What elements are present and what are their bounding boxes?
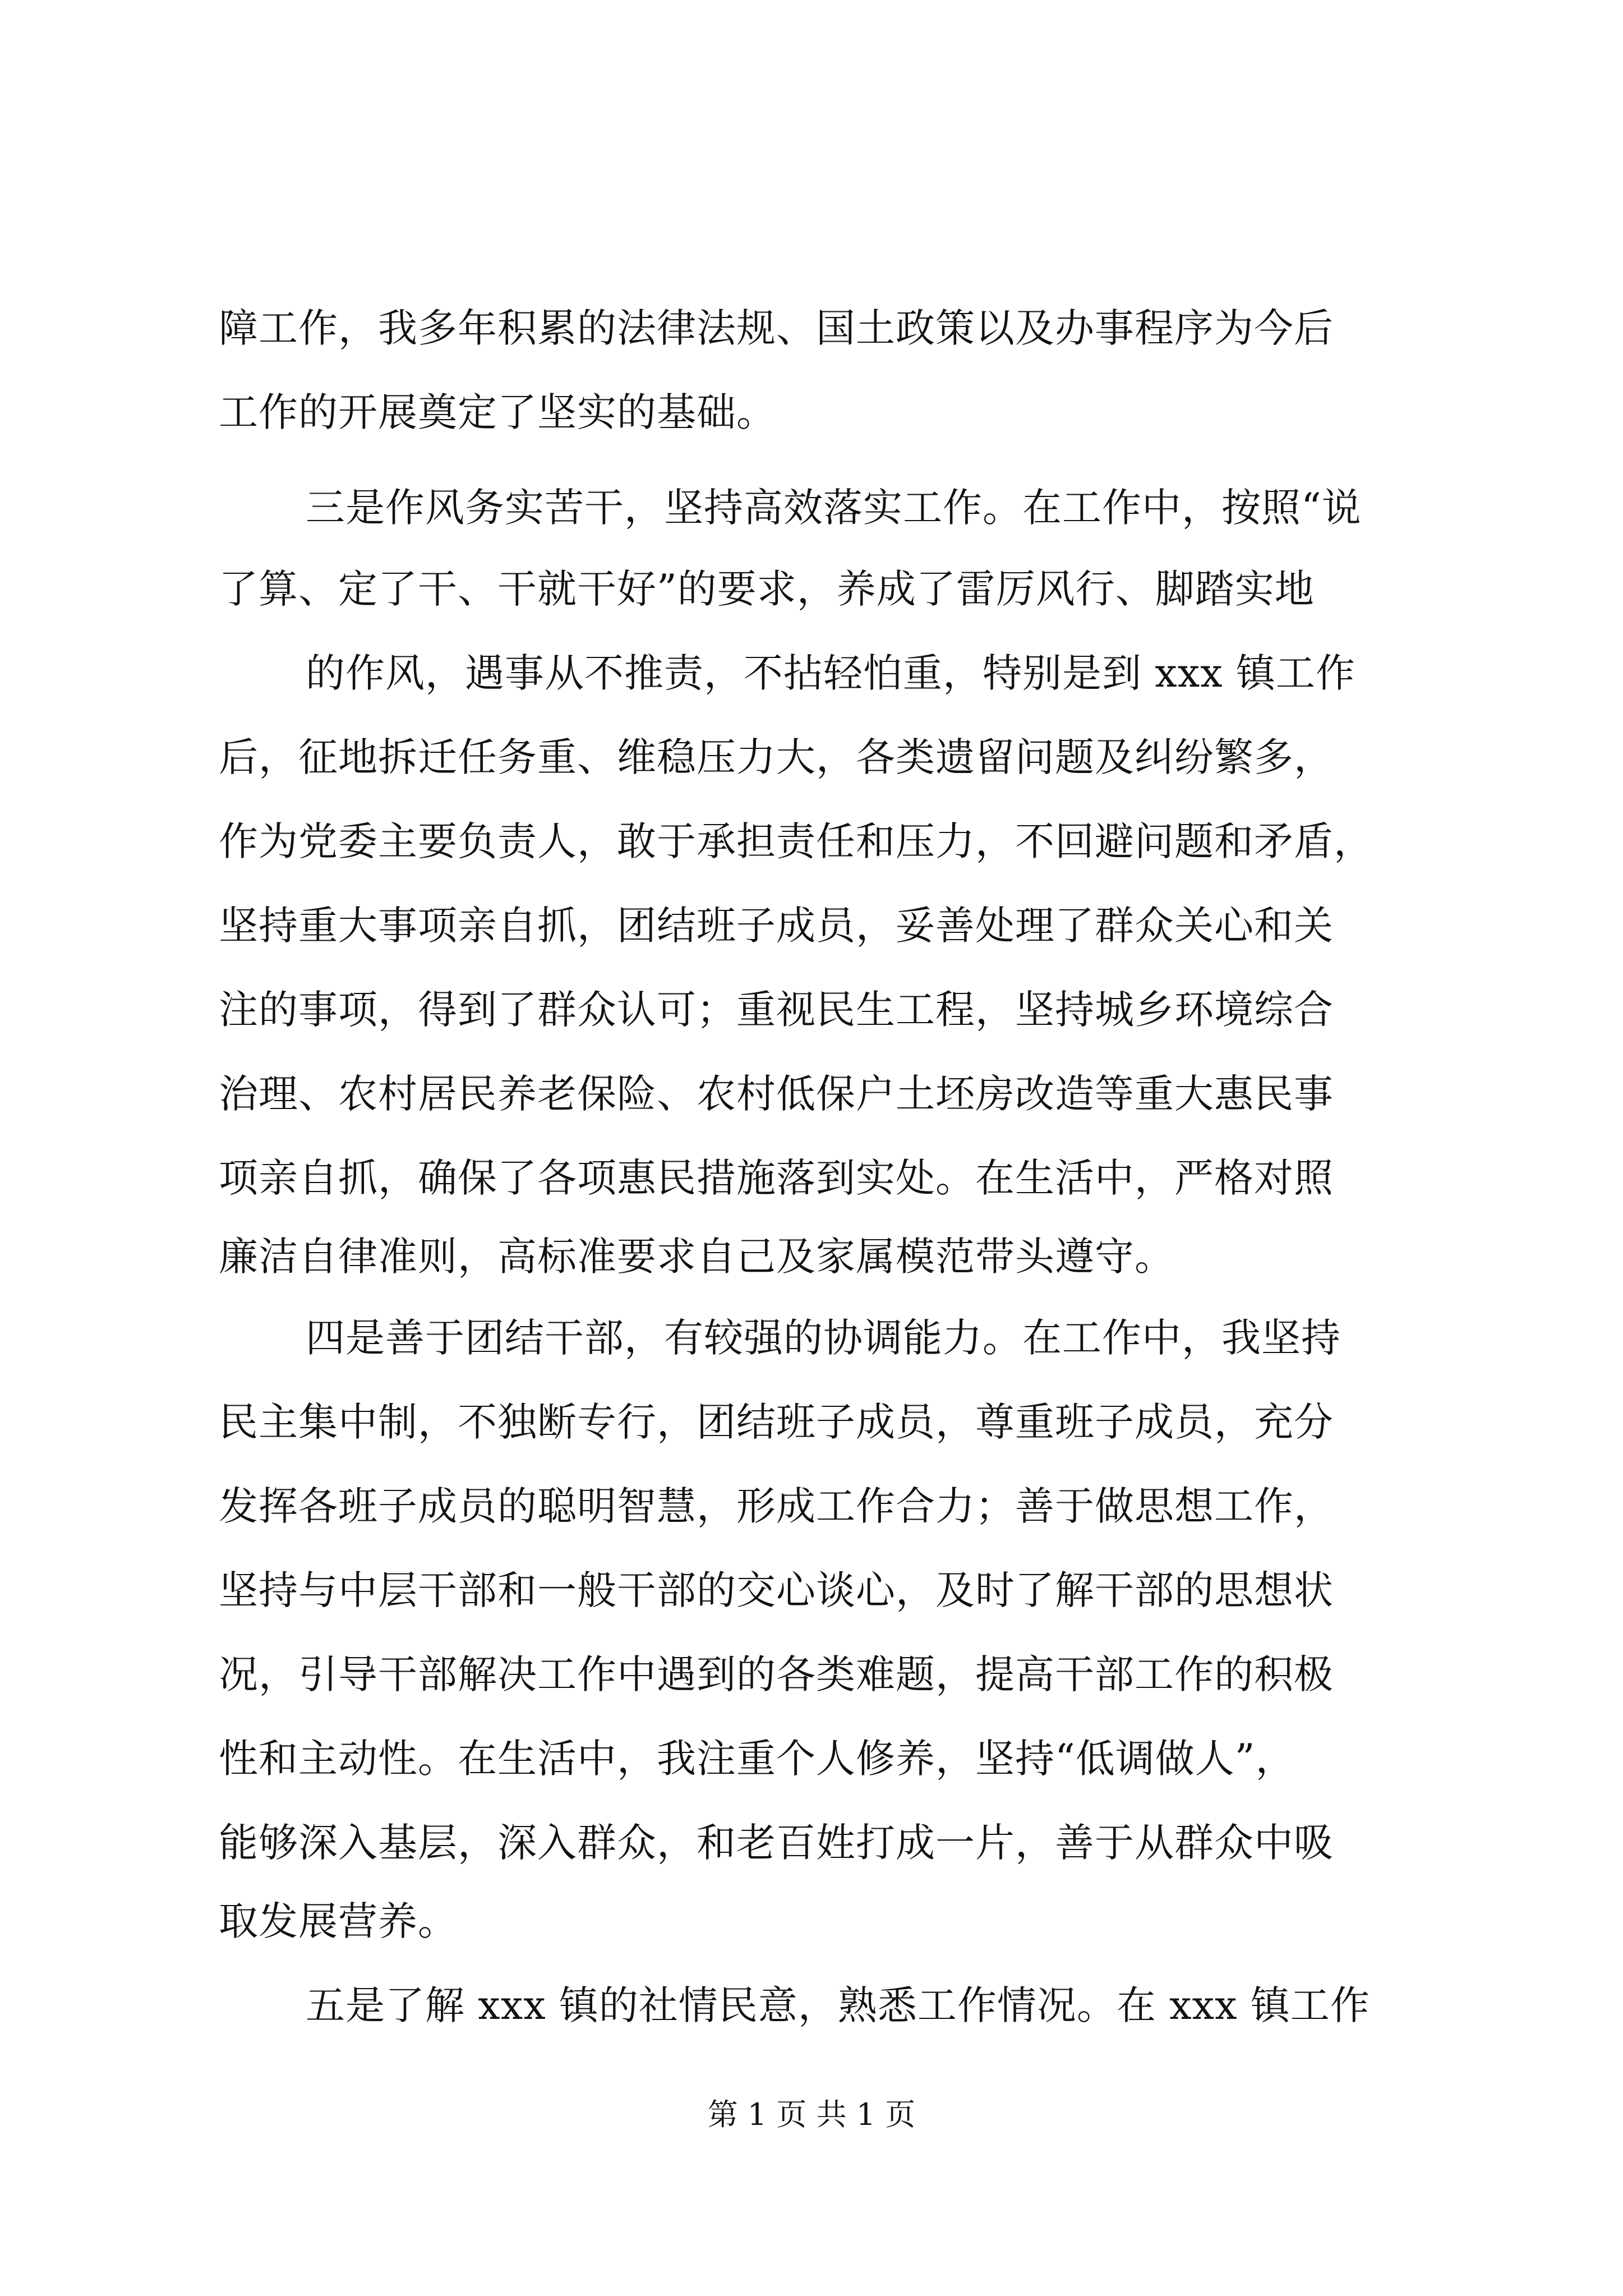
page-footer: 第 1 页 共 1 页 (707, 2097, 916, 2132)
text-line: 廉洁自律准则，高标准要求自己及家属模范带头遵守。 (219, 1234, 1174, 1280)
text-line: 民主集中制，不独断专行，团结班子成员，尊重班子成员，充分 (219, 1399, 1334, 1445)
text-line: 四是善于团结干部，有较强的协调能力。在工作中，我坚持 (306, 1315, 1341, 1361)
text-line: 发挥各班子成员的聪明智慧，形成工作合力；善于做思想工作， (219, 1483, 1334, 1529)
text-line: 的作风，遇事从不推责，不拈轻怕重，特别是到 xxx 镇工作 (306, 650, 1355, 696)
text-line: 治理、农村居民养老保险、农村低保户土坯房改造等重大惠民事 (219, 1071, 1334, 1117)
text-line: 障工作，我多年积累的法律法规、国土政策以及办事程序为今后 (219, 305, 1334, 351)
text-line: 况，引导干部解决工作中遇到的各类难题，提高干部工作的积极 (219, 1651, 1334, 1697)
text-line: 作为党委主要负责人，敢于承担责任和压力，不回避问题和矛盾， (219, 818, 1373, 864)
text-line: 工作的开展奠定了坚实的基础。 (219, 389, 776, 435)
text-line: 取发展营养。 (219, 1898, 458, 1944)
text-line: 能够深入基层，深入群众，和老百姓打成一片，善于从群众中吸 (219, 1820, 1334, 1866)
text-line: 坚持与中层干部和一般干部的交心谈心，及时了解干部的思想状 (219, 1567, 1334, 1613)
text-line: 五是了解 xxx 镇的社情民意，熟悉工作情况。在 xxx 镇工作 (306, 1982, 1370, 2028)
text-line: 后，征地拆迁任务重、维稳压力大，各类遗留问题及纠纷繁多， (219, 734, 1334, 780)
text-line: 注的事项，得到了群众认可；重视民生工程，坚持城乡环境综合 (219, 987, 1334, 1033)
text-line: 了算、定了干、干就干好”的要求，养成了雷厉风行、脚踏实地 (219, 566, 1315, 612)
text-line: 三是作风务实苦干，坚持高效落实工作。在工作中，按照“说 (306, 485, 1362, 531)
text-line: 坚持重大事项亲自抓，团结班子成员，妥善处理了群众关心和关 (219, 903, 1334, 949)
text-line: 项亲自抓，确保了各项惠民措施落到实处。在生活中，严格对照 (219, 1155, 1334, 1201)
text-line: 性和主动性。在生活中，我注重个人修养，坚持“低调做人”， (219, 1736, 1295, 1782)
